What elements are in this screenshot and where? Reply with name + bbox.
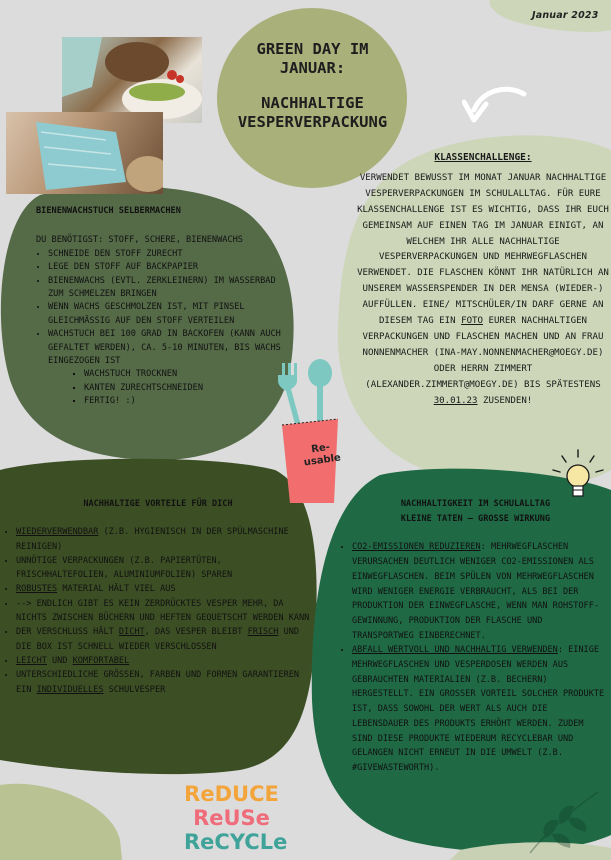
advantage-key: KOMFORTABEL [72,655,130,666]
list-item: ▪ FERTIG! :) [84,395,292,408]
challenge-text: VERWENDET BEWUSST IM MONAT JANUAR NACHHALTIGE VESPERVERPACKUNGEN IM SCHULALLTAG. FÜR EURE KLASSENCHALLENGE IST ES WICHTIG, DASS IHR EUCH GEMEINSAM AUF EINEN TAG IM JANUAR EINIGT, AN WELCHEM IHR ALLE NACHHALTIGE VESPERVERPACKUNGEN UND MEHRWEGFLASCHEN VERWENDET. DIE FLASCHEN KÖNNT IHR NATÜRLICH AN UNSEREM WASSERSPENDER IN DER MENSA (WIEDER-) AUFFÜLLEN. EINE/ MITSCHÜLER/IN DARF GERNE AN DIESEM TAG EIN [357,172,609,327]
list-item [352,540,609,643]
wax-steps [38,248,292,369]
list-item: • SCHNEIDE DEN STOFF ZURECHT [48,248,292,261]
challenge-deadline: 30.01.23 [433,395,478,406]
advantage-key: LEICHT [16,655,47,666]
school-heading [342,497,609,526]
list-item: ▪ KANTEN ZURECHTSCHNEIDEN [84,382,292,395]
photo-wax-wrap [6,112,163,194]
advantage-key: WIEDERVERWENDBAR [16,527,99,538]
wax-intro: DU BENÖTIGST: STOFF, SCHERE, BIENENWACHS [36,235,243,246]
challenge-foto: FOTO [461,316,483,327]
list-item: • UNNÖTIGE VERPACKUNGEN (Z.B. PAPIERTÜTEN, FRISCHHALTEFOLIEN, ALUMINIUMFOLIEN) SPAREN [16,554,310,583]
advantage-key: ROBUSTES [16,584,58,595]
list-item: • LEGE DEN STOFF AUF BACKPAPIER [48,261,292,274]
list-item: • BIENENWACHS (EVTL. ZERKLEINERN) IM WASSERBAD ZUM SCHMELZEN BRINGEN [48,275,292,302]
logo-reuse: ReUSe [193,806,270,830]
school-heading-line: NACHHALTIGKEIT IM SCHULALLTAG [400,499,551,509]
school-key: CO2-EMISSIONEN REDUZIEREN [352,542,481,553]
title-line: NACHHALTIGE [261,94,364,112]
advantage-text: , DAS VESPER BLEIBT [144,627,248,638]
advantage-text: MATERIAL HÄLT VIEL AUS [57,584,176,595]
school-heading-line: KLEINE TATEN – GROSSE WIRKUNG [400,513,551,524]
challenge-section [357,150,609,410]
list-item: ▪ WACHSTUCH TROCKNEN [84,368,292,381]
advantage-key: FRISCH [247,627,279,638]
list-item [16,582,310,596]
issue-date: Januar 2023 [532,10,599,21]
list-item [352,643,609,775]
advantages-heading: NACHHALTIGE VORTEILE FÜR DICH [83,499,233,509]
logo-reduce: ReDUCE [184,782,279,806]
photo-wraps-bread [62,37,202,123]
school-text: : MEHRWEGFLASCHEN VERURSACHEN DEUTLICH WENIGER CO2-EMISSIONEN ALS EINWEGFLASCHEN. BEIM SPÜLEN VON MEHRWEGFLASCHEN WIRD WENIGER ENERGIE VERBRAUCHT, ALS BEI DER PRODUKTION DER EINWEGFLASCHE, WENN MAN ROHSTOFF-GEWINNUNG, PRODUKTION DER FLASCHE UND TRANSPORTWEG EINBERECHNET. [352,542,599,641]
list-item: • --> ENDLICH GIBT ES KEIN ZERDRÜCKTES VESPER MEHR, DA NICHTS ZWISCHEN BÜCHERN UND HEFTEN GEQUETSCHT WERDEN KANN [16,597,310,626]
advantages-section [6,497,310,697]
list-item [16,654,310,668]
reduce-reuse-recycle-logo [184,782,288,854]
advantage-text: (Z.B. HYGIENISCH IN DER SPÜLMASCHINE REINIGEN) [16,527,289,552]
wax-wrap-illustration [6,112,163,194]
title-line: GREEN DAY IM [256,40,369,58]
corner-blob-bottom-left [0,784,122,860]
mug-label-line: Re- [310,441,331,456]
wax-heading: BIENENWACHSTUCH SELBERMACHEN [36,206,181,216]
school-text: : EINIGE MEHRWEGFLASCHEN UND VESPERDOSEN WERDEN AUS GEBRAUCHTEN MATERIALIEN (Z.B. BECHERN) HERGESTELLT. EIN GROSSER VORTEIL SOLCHER PRODUKTE IST, DASS SOWOHL DER WERT ALS AUCH DIE LEBENSDAUER DES PRODUKTS ERHÖHT WERDEN. ZUDEM SIND DIESE PRODUKTE WIEDERUM RECYCLEBAR UND GELANGEN NICHT ERNEUT IN DIE UMWELT (Z.B. #GIVEWASTEWORTH). [352,645,605,773]
list-item [16,668,310,697]
list-item: • WACHSTUCH BEI 100 GRAD IN BACKOFEN (KANN AUCH GEFALTET WERDEN), CA. 5-10 MINUTEN, BIS WACHS EINGEZOGEN IST [48,328,292,368]
school-section [342,497,609,776]
sandwich-illustration [62,37,202,123]
wax-substeps [72,368,292,408]
advantage-key: DICHT [118,627,145,638]
advantage-text: UND DIE BOX IST SCHNELL WIEDER VERSCHLOSSEN [16,627,300,652]
list-item [16,525,310,554]
school-key: ABFALL WERTVOLL UND NACHHALTIG VERWENDEN [352,645,558,656]
page-title [220,40,405,132]
mug-label [302,441,342,470]
list-item [16,625,310,654]
leaf-icon [520,788,600,858]
advantage-text: SCHULVESPER [103,684,166,695]
logo-recycle: ReCYCLe [184,830,288,854]
list-item: • WENN WACHS GESCHMOLZEN IST, MIT PINSEL GLEICHMÄSSIG AUF DEN STOFF VERTEILEN [48,301,292,328]
advantage-text: UNTERSCHIEDLICHE GRÖSSEN, FARBEN UND FORMEN GARANTIEREN EIN [16,670,300,695]
mug-label-line: usable [303,452,342,469]
advantages-list [6,525,310,697]
title-line: JANUAR: [279,59,346,77]
reusable-cutlery-cup-icon [268,355,358,505]
challenge-text: ZUSENDEN! [483,395,533,406]
wax-section [30,205,292,409]
school-list [342,540,609,775]
advantage-text: UND [46,655,73,666]
arrow-icon [462,80,532,130]
challenge-text: EURER NACHHALTIGEN VERPACKUNGEN UND FLASCHEN MACHEN UND AN FRAU NONNENMACHER (INA-MAY.NONNENMACHER@MOEGY.DE) ODER HERRN ZIMMERT (ALEXANDER.ZIMMERT@MOEGY.DE) BIS SPÄTESTENS [362,316,604,390]
advantage-key: INDIVIDUELLES [36,684,104,695]
challenge-body [357,171,609,410]
advantage-text: DER VERSCHLUSS HÄLT [16,627,119,638]
title-line: VESPERVERPACKUNG [237,113,388,131]
challenge-heading: KLASSENCHALLENGE: [434,152,532,163]
